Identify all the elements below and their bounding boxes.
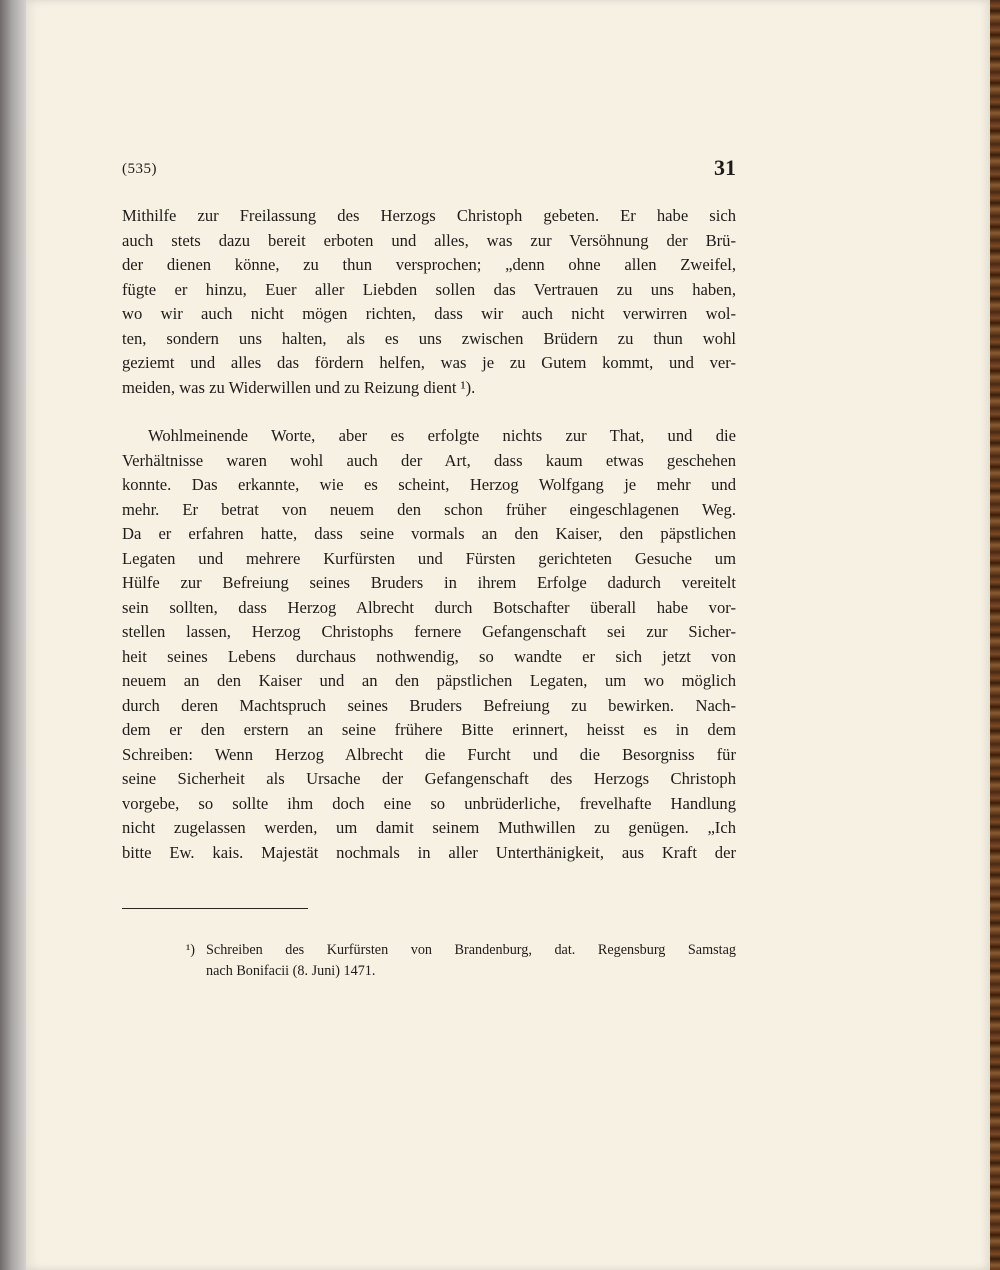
text-line: konnte. Das erkannte, wie es scheint, Herzog Wolfgang je mehr und: [122, 475, 736, 494]
text-line: der dienen könne, zu thun versprochen; „denn ohne allen Zweifel,: [122, 255, 736, 274]
footnote: [122, 940, 736, 982]
text-line: meiden, was zu Widerwillen und zu Reizung dient ¹).: [122, 377, 476, 397]
text-line: bitte Ew. kais. Majestät nochmals in aller Unterthänigkeit, aus Kraft der: [122, 842, 736, 862]
text-line: heit seines Lebens durchaus nothwendig, so wandte er sich jetzt von: [122, 646, 736, 666]
text-line: mehr. Er betrat von neuem den schon früher eingeschlagenen Weg.: [122, 499, 736, 519]
text-line: seine Sicherheit als Ursache der Gefangenschaft des Herzogs Christoph: [122, 769, 736, 788]
footnote-text-line: nach Bonifacii (8. Juni) 1471.: [206, 963, 376, 979]
running-header: [122, 155, 736, 185]
text-line: geziemt und alles das fördern helfen, was je zu Gutem kommt, und ver-: [122, 353, 736, 372]
page-number: 31: [714, 155, 736, 180]
text-line: fügte er hinzu, Euer aller Liebden sollen das Vertrauen zu uns haben,: [122, 279, 736, 299]
text-line: sein sollten, dass Herzog Albrecht durch Botschafter überall habe vor-: [122, 597, 736, 617]
text-line: Wohlmeinende Worte, aber es erfolgte nichts zur That, und die: [148, 426, 736, 445]
body-text: [122, 204, 736, 865]
paragraph-spacing: [122, 400, 736, 424]
text-line: Hülfe zur Befreiung seines Bruders in ihrem Erfolge dadurch vereitelt: [122, 573, 736, 592]
text-line: stellen lassen, Herzog Christophs fernere Gefangenschaft sei zur Sicher-: [122, 622, 736, 641]
paragraph: [122, 204, 736, 400]
text-line: wo wir auch nicht mögen richten, dass wir auch nicht verwirren wol-: [122, 304, 736, 323]
text-line: Legaten und mehrere Kurfürsten und Fürsten gerichteten Gesuche um: [122, 548, 736, 568]
footnote-divider: [122, 908, 308, 909]
footnote-text-line: [122, 940, 736, 961]
text-line: durch deren Machtspruch seines Bruders Befreiung zu bewirken. Nach-: [122, 695, 736, 715]
text-line: Mithilfe zur Freilassung des Herzogs Christoph gebeten. Er habe sich: [122, 206, 736, 225]
text-line: Verhältnisse waren wohl auch der Art, dass kaum etwas geschehen: [122, 450, 736, 470]
text-line: Da er erfahren hatte, dass seine vormals an den Kaiser, den päpstlichen: [122, 524, 736, 543]
text-line: auch stets dazu bereit erboten und alles, was zur Versöhnung der Brü-: [122, 230, 736, 250]
footnote-text: Schreiben des Kurfürsten von Brandenburg, dat. Regensburg Samstag: [206, 942, 736, 958]
text-line: Schreiben: Wenn Herzog Albrecht die Furcht und die Besorgniss für: [122, 744, 736, 764]
text-line: nicht zugelassen werden, um damit seinem Muthwillen zu genügen. „Ich: [122, 818, 736, 837]
text-line: vorgebe, so sollte ihm doch eine so unbrüderliche, frevelhafte Handlung: [122, 793, 736, 813]
book-binding-edge: [990, 0, 1000, 1270]
folio-number: (535): [122, 161, 157, 177]
text-line: ten, sondern uns halten, als es uns zwischen Brüdern zu thun wohl: [122, 328, 736, 348]
footnote-marker: ¹): [186, 942, 195, 958]
paragraph: [122, 424, 736, 865]
text-line: neuem an den Kaiser und an den päpstlichen Legaten, um wo möglich: [122, 671, 736, 690]
text-line: dem er den erstern an seine frühere Bitte erinnert, heisst es in dem: [122, 720, 736, 739]
